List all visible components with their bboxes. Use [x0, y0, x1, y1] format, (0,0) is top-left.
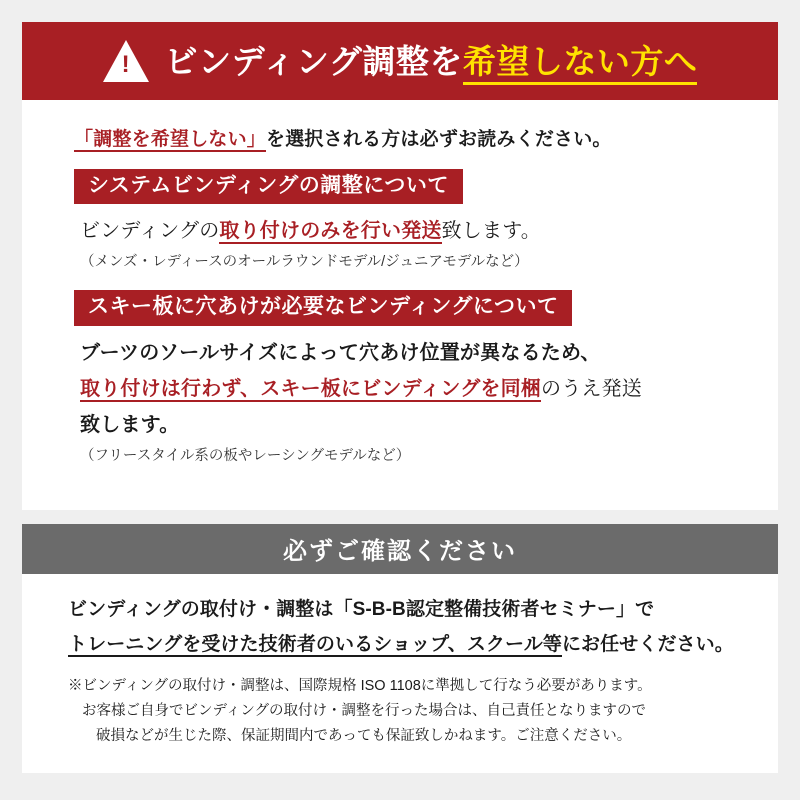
lead-text	[74, 124, 752, 151]
section-2-line2-underline: 取り付けは行わず、スキー板にビンディングを同梱	[80, 377, 541, 400]
binding-adjustment-panel	[22, 22, 778, 510]
panel-main-body	[22, 100, 778, 510]
confirm-line-1: ビンディングの取付け・調整は「S-B-B認定整備技術者セミナー」で	[68, 598, 655, 620]
banner-title-highlight: 希望しない方へ	[463, 43, 698, 85]
fine-print-3: 破損などが生じた際、保証期間内であっても保証致しかねます。ご注意ください。	[96, 728, 632, 745]
section-2-line3: 致します。	[80, 413, 180, 436]
fine-print-1: ※ビンディングの取付け・調整は、国際規格 ISO 1108に準拠して行なう必要があります。	[68, 677, 652, 694]
confirm-line-2-suffix: にお任せください。	[561, 634, 734, 656]
section-1-body-prefix: ビンディングの	[80, 220, 220, 243]
banner-title	[164, 42, 698, 80]
section-2-line2-suffix: のうえ発送	[541, 377, 642, 400]
section-1-body-underline: 取り付けのみを行い発送	[219, 220, 442, 243]
confirm-bar	[22, 524, 778, 574]
confirm-line-2	[68, 631, 748, 659]
section-1-note: （メンズ・レディースのオールラウンドモデル/ジュニアモデルなど）	[80, 254, 529, 271]
confirm-line-2-underline: トレーニングを受けた技術者のいるショップ、スクール等	[68, 634, 562, 656]
confirm-body	[22, 574, 778, 773]
warning-triangle-icon: !	[103, 40, 149, 82]
lead-rest: を選択される方は必ずお読みください。	[266, 129, 612, 150]
section-1-body-suffix: 致します。	[441, 220, 542, 243]
confirmation-panel	[22, 524, 778, 773]
section-2-line1: ブーツのソールサイズによって穴あけ位置が異なるため、	[80, 341, 601, 364]
section-2-note: （フリースタイル系の板やレーシングモデルなど）	[80, 447, 411, 464]
section-1-body	[80, 216, 752, 246]
warning-banner	[22, 22, 778, 100]
section-2-heading: スキー板に穴あけが必要なビンディングについて	[74, 290, 572, 325]
section-2-line2	[80, 374, 752, 404]
fine-print-2: お客様ご自身でビンディングの取付け・調整を行った場合は、自己責任となりますので	[82, 703, 647, 720]
banner-title-plain: ビンディング調整を	[164, 42, 463, 80]
lead-underlined: 「調整を希望しない」	[74, 129, 267, 150]
section-1-heading: システムビンディングの調整について	[74, 169, 463, 204]
confirm-bar-title: 必ずご確認ください	[283, 538, 517, 566]
